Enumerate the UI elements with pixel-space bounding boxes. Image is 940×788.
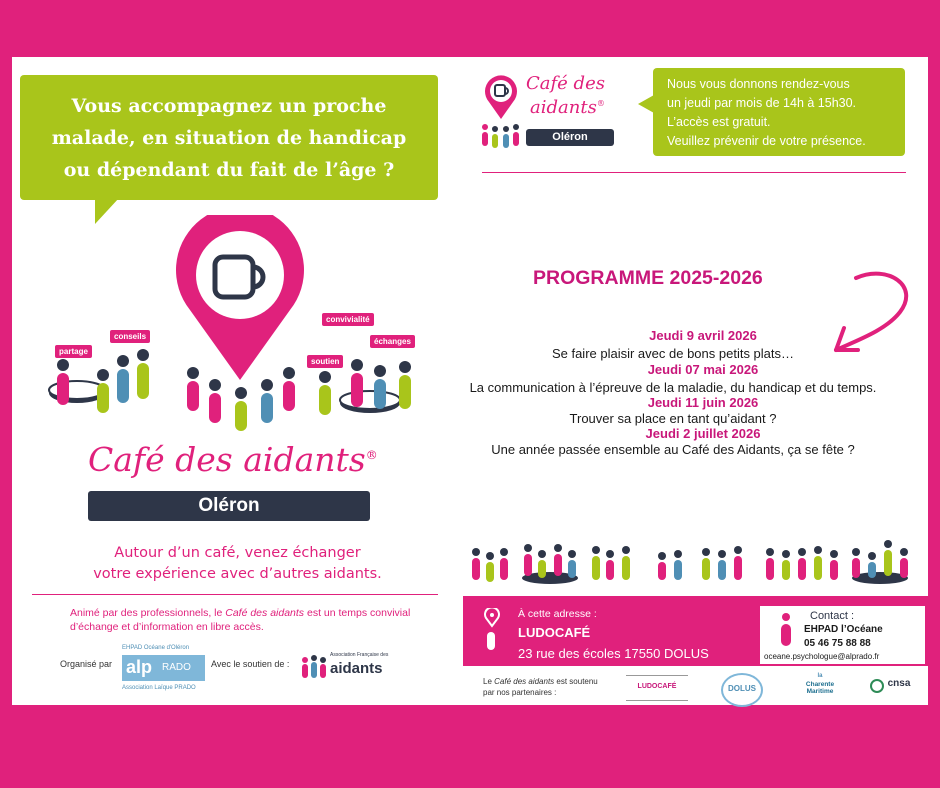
partners-intro-prefix: Le — [483, 677, 495, 686]
contact-box — [760, 606, 925, 664]
cnsa-mark-icon — [870, 679, 884, 693]
headline-line: malade, en situation de handicap — [51, 127, 407, 149]
registered-mark: ® — [365, 448, 378, 462]
info-line: Veuillez prévenir de votre présence. — [667, 134, 866, 148]
big-logo-title-text: Café des aidants — [88, 440, 366, 479]
small-logo-title-line1: Café des — [526, 73, 605, 94]
aidants-small: Association Française des — [330, 652, 389, 658]
tag-partage: partage — [55, 345, 92, 358]
info-box — [653, 68, 905, 156]
address-label: À cette adresse : — [518, 608, 597, 620]
registered-mark: ® — [596, 99, 605, 108]
people-icon — [300, 654, 328, 682]
headline — [20, 90, 438, 186]
ludocafe-text: LUDOCAFÉ — [637, 683, 677, 690]
contact-phone: 05 46 75 88 88 — [804, 638, 871, 649]
alprado-alp: alp — [126, 657, 153, 677]
charente-logo — [797, 673, 843, 703]
info-line: L’accès est gratuit. — [667, 115, 771, 129]
people-group-left — [49, 349, 149, 413]
animated-prefix: Animé par des professionnels, le — [70, 607, 226, 619]
charente-la: la — [817, 673, 823, 679]
ludocafe-logo — [626, 675, 688, 701]
partners-intro — [483, 676, 603, 698]
event-desc: La communication à l’épreuve de la maladie, du handicap et du temps. — [469, 380, 877, 395]
event-date: Jeudi 2 juillet 2026 — [645, 426, 761, 441]
aidants-logo — [300, 650, 390, 686]
headline-line: Vous accompagnez un proche — [71, 95, 387, 117]
event-desc: Trouver sa place en tant qu’aidant ? — [569, 411, 777, 426]
alprado-top: EHPAD Océane d'Oléron — [122, 645, 190, 651]
cnsa-logo — [870, 673, 915, 703]
person-icon — [780, 612, 792, 646]
invite-line: Autour d’un café, venez échanger — [114, 545, 361, 561]
info-tail — [638, 95, 654, 113]
partners-intro-suffix: est soutenu par nos partenaires : — [483, 677, 598, 697]
invite-text — [40, 543, 435, 585]
small-logo-title-word: aidants — [530, 97, 597, 118]
organizer-label: Organisé par — [60, 659, 113, 669]
divider — [32, 594, 438, 595]
small-logo-place: Oléron — [526, 129, 614, 146]
event-date: Jeudi 11 juin 2026 — [647, 395, 759, 410]
invite-line: votre expérience avec d’autres aidants. — [93, 566, 382, 582]
tag-soutien: soutien — [307, 355, 343, 368]
location-person-icon — [481, 608, 503, 652]
headline-bubble — [20, 75, 438, 200]
people-row-illustration — [468, 540, 918, 586]
info-line: Nous vous donnons rendez-vous — [667, 77, 850, 91]
cnsa-text: cnsa — [887, 678, 911, 689]
divider — [482, 172, 906, 173]
small-logo-title — [526, 74, 605, 118]
map-pin-cup-icon — [482, 74, 520, 120]
aidants-big: aidants — [330, 660, 383, 677]
animated-text — [70, 606, 420, 634]
event-desc: Une année passée ensemble au Café des Aidants, ça se fête ? — [491, 442, 855, 457]
alprado-logo — [122, 645, 207, 697]
tag-echanges: échanges — [370, 335, 415, 348]
animated-suffix: est un temps convivial d’échange et d’information en libre accès. — [70, 607, 411, 633]
tag-conseils: conseils — [110, 330, 150, 343]
tag-convivialite: convivialité — [322, 313, 374, 326]
people-icon — [480, 122, 522, 150]
dolus-text: DOLUS — [728, 684, 756, 693]
contact-email[interactable]: oceane.psychologue@alprado.fr — [764, 652, 880, 661]
alprado-bottom: Association Laïque PRADO — [122, 685, 196, 691]
headline-line: ou dépendant du fait de l’âge ? — [63, 159, 395, 181]
event-desc: Se faire plaisir avec de bons petits plats… — [551, 346, 795, 361]
support-label: Avec le soutien de : — [211, 659, 290, 669]
contact-label: Contact : — [810, 610, 855, 622]
event-date: Jeudi 9 avril 2026 — [649, 328, 757, 343]
small-logo-title-line2 — [526, 94, 605, 118]
cafe-illustration — [45, 215, 425, 440]
dolus-logo — [721, 673, 763, 707]
big-logo-place: Oléron — [88, 491, 370, 521]
animated-italic: Café des aidants — [225, 607, 305, 619]
partners-intro-italic: Café des aidants — [494, 677, 555, 686]
contact-name: EHPAD l’Océane — [804, 624, 883, 635]
programme-title: PROGRAMME 2025-2026 — [533, 267, 763, 289]
alprado-rado: RADO — [162, 662, 191, 673]
info-line: un jeudi par mois de 14h à 15h30. — [667, 96, 857, 110]
venue-street: 23 rue des écoles 17550 DOLUS — [518, 646, 709, 661]
big-logo-title — [88, 440, 378, 479]
venue-name: LUDOCAFÉ — [518, 625, 591, 640]
small-logo — [478, 72, 618, 152]
event-date: Jeudi 07 mai 2026 — [647, 362, 759, 377]
charente-text: Charente Maritime — [805, 681, 835, 695]
